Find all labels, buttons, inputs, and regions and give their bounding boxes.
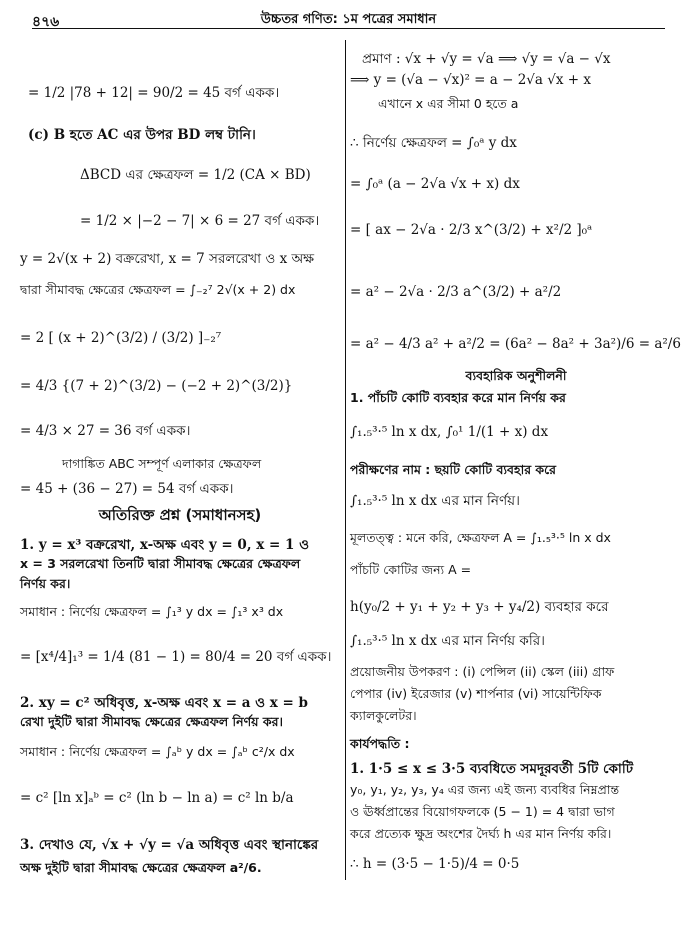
text-line: h(y₀/2 + y₁ + y₂ + y₃ + y₄/2) ব্যবহার করে: [350, 599, 609, 615]
text-line: = 1/2 × |−2 − 7| × 6 = 27 বর্গ একক।: [80, 213, 320, 229]
column-divider: [345, 40, 346, 880]
text-line: = [x⁴/4]₁³ = 1/4 (81 − 1) = 80/4 = 20 বর্গ একক।: [20, 649, 332, 665]
text-line: রেখা দুইটি দ্বারা সীমাবদ্ধ ক্ষেত্রের ক্ষেত্রফল নির্ণয় কর।: [20, 714, 283, 729]
text-line: 2. xy = c² অধিবৃত্ত, x-অক্ষ এবং x = a ও x = b: [20, 695, 308, 711]
text-line: এখানে x এর সীমা 0 হতে a: [378, 96, 519, 111]
section-heading: ব্যবহারিক অনুশীলনী: [465, 368, 567, 383]
text-line: দাগাঙ্কিত ABC সম্পূর্ণ এলাকার ক্ষেত্রফল: [62, 456, 262, 471]
text-line: পেপার (iv) ইরেজার (v) শার্পনার (vi) সায়েন্টিফিক: [350, 686, 602, 701]
text-line: = c² [ln x]ₐᵇ = c² (ln b − ln a) = c² ln b/a: [20, 790, 294, 806]
text-line: ∫₁.₅³·⁵ ln x dx, ∫₀¹ 1/(1 + x) dx: [350, 424, 549, 440]
text-line: = a² − 2√a · 2/3 a^(3/2) + a²/2: [350, 284, 562, 300]
text-line: পরীক্ষণের নাম : ছয়টি কোটি ব্যবহার করে: [350, 462, 557, 477]
text-line: প্রমাণ : √x + √y = √a ⟹ √y = √a − √x: [362, 51, 611, 67]
text-line: নির্ণয় কর।: [20, 576, 71, 591]
text-line: ও ঊর্ধ্বপ্রান্তের বিয়োগফলকে (5 − 1) = 4 দ্বারা ভাগ: [350, 804, 615, 819]
text-line: করে প্রত্যেক ক্ষুদ্র অংশের দৈর্ঘ্য h এর মান নির্ণয় করি।: [350, 826, 612, 841]
text-line: মূলতত্ত্ব : মনে করি, ক্ষেত্রফল A = ∫₁.₅³·⁵ ln x dx: [350, 530, 611, 545]
text-line: প্রয়োজনীয় উপকরণ : (i) পেন্সিল (ii) স্কেল (iii) গ্রাফ: [350, 664, 615, 679]
text-line: পাঁচটি কোটির জন্য A =: [350, 562, 472, 577]
text-line: সমাধান : নির্ণেয় ক্ষেত্রফল = ∫ₐᵇ y dx = ∫ₐᵇ c²/x dx: [20, 744, 295, 759]
page-number: ৪৭৬: [32, 14, 60, 30]
text-line: 3. দেখাও যে, √x + √y = √a অধিবৃত্ত এবং স্থানাঙ্কের: [20, 837, 319, 853]
text-line: y₀, y₁, y₂, y₃, y₄ এর জন্য এই জন্য ব্যবধির নিম্নপ্রান্ত: [350, 782, 620, 797]
page-header: [0, 6, 697, 28]
text-line: 1. 1·5 ≤ x ≤ 3·5 ব্যবধিতে সমদূরবর্তী 5টি কোটি: [350, 761, 634, 777]
text-line: y = 2√(x + 2) বক্ররেখা, x = 7 সরলরেখা ও x অক্ষ: [20, 251, 315, 267]
text-line: সমাধান : নির্ণেয় ক্ষেত্রফল = ∫₁³ y dx = ∫₁³ x³ dx: [20, 604, 284, 619]
text-line: = [ ax − 2√a · 2/3 x^(3/2) + x²/2 ]₀ᵃ: [350, 222, 593, 238]
text-line: 1. y = x³ বক্ররেখা, x-অক্ষ এবং y = 0, x = 1 ও: [20, 537, 310, 553]
section-heading: অতিরিক্ত প্রশ্ন (সমাধানসহ): [98, 506, 262, 524]
header-rule: [32, 28, 665, 29]
text-line: (c) B হতে AC এর উপর BD লম্ব টানি।: [28, 127, 256, 143]
text-line: ⟹ y = (√a − √x)² = a − 2√a √x + x: [350, 72, 591, 88]
text-line: = 45 + (36 − 27) = 54 বর্গ একক।: [20, 481, 234, 497]
text-line: ∫₁.₅³·⁵ ln x dx এর মান নির্ণয় করি।: [350, 633, 545, 649]
text-line: = ∫₀ᵃ (a − 2√a √x + x) dx: [350, 176, 520, 192]
text-line: = 1/2 |78 + 12| = 90/2 = 45 বর্গ একক।: [28, 85, 280, 101]
text-line: = 4/3 {(7 + 2)^(3/2) − (−2 + 2)^(3/2)}: [20, 378, 293, 394]
page-title: উচ্চতর গণিত: ১ম পত্রের সমাধান: [260, 12, 437, 27]
text-line: অক্ষ দুইটি দ্বারা সীমাবদ্ধ ক্ষেত্রের ক্ষেত্রফল a²/6.: [20, 860, 262, 875]
text-line: ক্যালকুলেটর।: [350, 708, 417, 723]
text-line: x = 3 সরলরেখা তিনটি দ্বারা সীমাবদ্ধ ক্ষেত্রের ক্ষেত্রফল: [20, 556, 301, 571]
text-line: কার্যপদ্ধতি :: [350, 736, 410, 751]
text-line: 1. পাঁচটি কোটি ব্যবহার করে মান নির্ণয় কর: [350, 390, 566, 405]
text-line: ΔBCD এর ক্ষেত্রফল = 1/2 (CA × BD): [80, 167, 311, 183]
text-line: = a² − 4/3 a² + a²/2 = (6a² − 8a² + 3a²)/6 = a²/6: [350, 336, 681, 352]
text-line: = 4/3 × 27 = 36 বর্গ একক।: [20, 423, 191, 439]
text-line: ∴ h = (3·5 − 1·5)/4 = 0·5: [350, 856, 520, 872]
text-line: = 2 [ (x + 2)^(3/2) / (3/2) ]₋₂⁷: [20, 330, 222, 346]
text-line: দ্বারা সীমাবদ্ধ ক্ষেত্রের ক্ষেত্রফল = ∫₋₂⁷ 2√(x + 2) dx: [20, 282, 296, 297]
text-line: ∴ নির্ণেয় ক্ষেত্রফল = ∫₀ᵃ y dx: [350, 135, 517, 151]
text-line: ∫₁.₅³·⁵ ln x dx এর মান নির্ণয়।: [350, 493, 520, 509]
